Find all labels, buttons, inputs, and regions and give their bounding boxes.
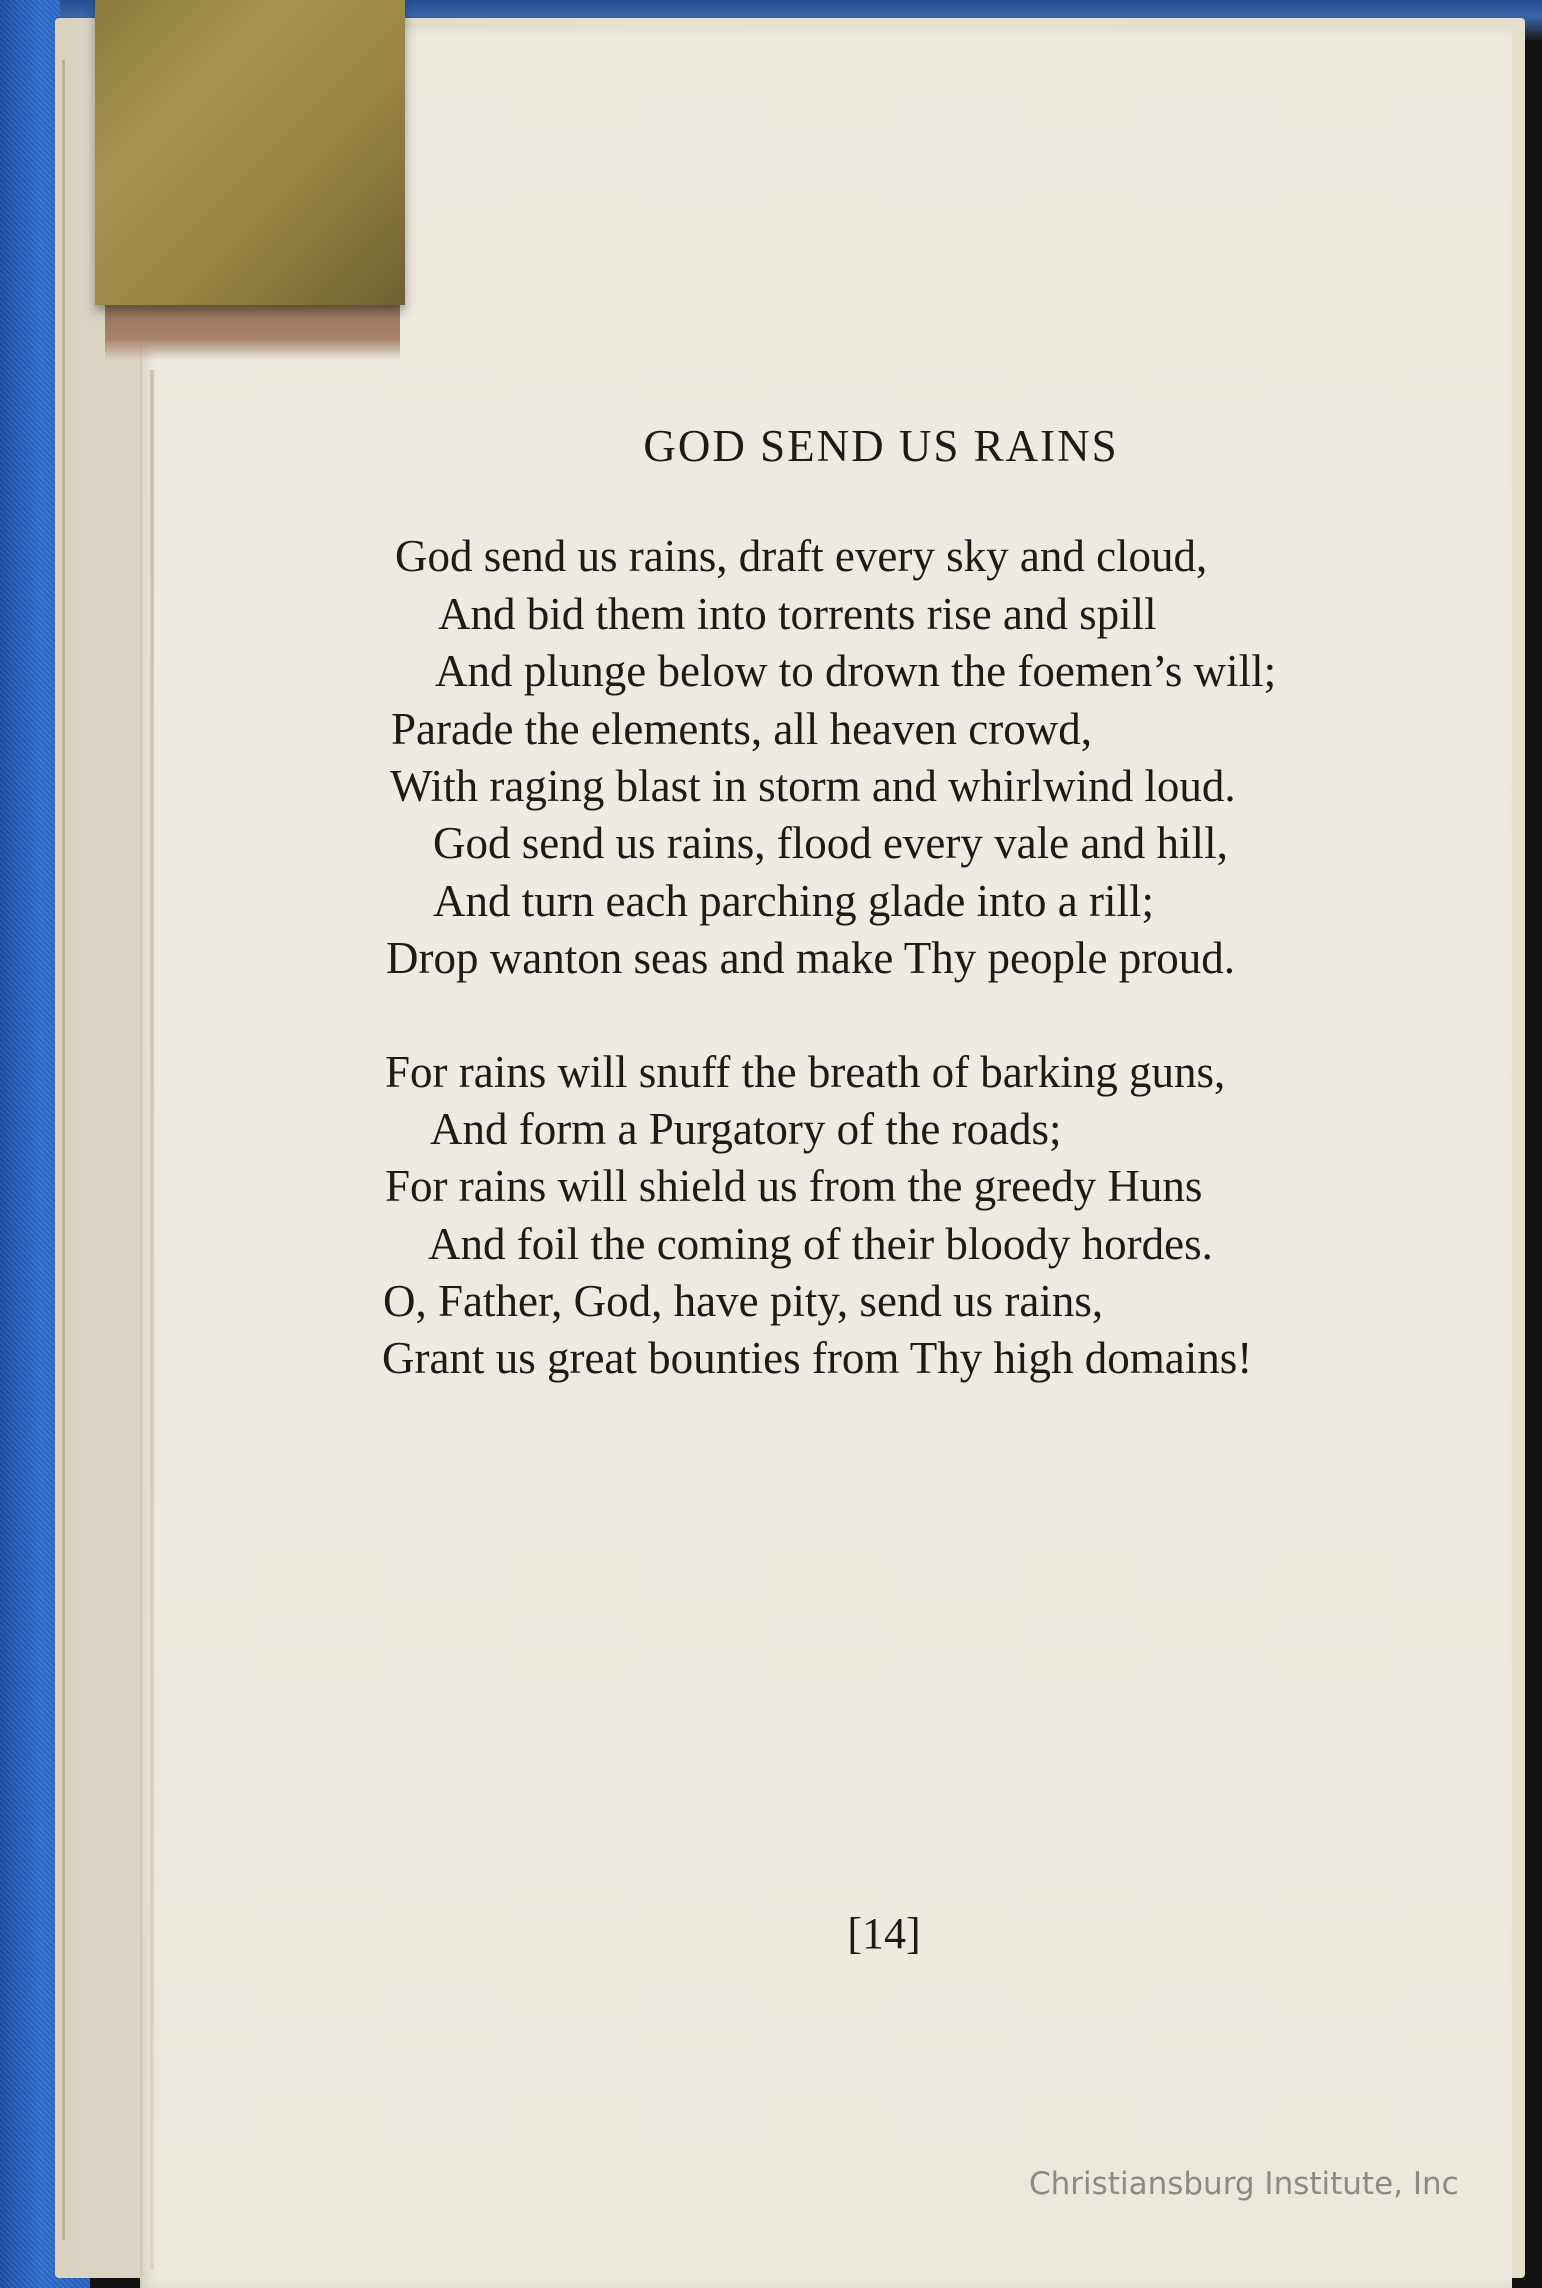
page-edge-line (150, 370, 154, 2270)
poem-line: And form a Purgatory of the roads; (430, 1104, 1062, 1154)
watermark: Christiansburg Institute, Inc (1029, 2166, 1459, 2202)
poem-title: GOD SEND US RAINS (643, 421, 1119, 471)
poem-line: God send us rains, draft every sky and cloud, (395, 531, 1208, 581)
poem-line: Drop wanton seas and make Thy people proud. (386, 933, 1235, 983)
poem-line: And foil the coming of their bloody hordes. (428, 1219, 1213, 1269)
poem-line: With raging blast in storm and whirlwind loud. (390, 761, 1236, 811)
poem-line: Grant us great bounties from Thy high domains! (382, 1333, 1253, 1383)
poem-line: For rains will snuff the breath of barking guns, (385, 1047, 1226, 1097)
poem-line: Parade the elements, all heaven crowd, (391, 704, 1092, 754)
poem-line: For rains will shield us from the greedy Huns (385, 1161, 1203, 1211)
poem-line: And bid them into torrents rise and spill (438, 589, 1157, 639)
poem-line: O, Father, God, have pity, send us rains, (383, 1276, 1104, 1326)
poem-line: God send us rains, flood every vale and hill, (433, 818, 1228, 868)
poem-line: And plunge below to drown the foemen’s will; (435, 646, 1277, 696)
page-number: [14] (847, 1909, 921, 1958)
brass-page-clip (95, 0, 405, 305)
poem-line: And turn each parching glade into a rill; (433, 876, 1155, 926)
